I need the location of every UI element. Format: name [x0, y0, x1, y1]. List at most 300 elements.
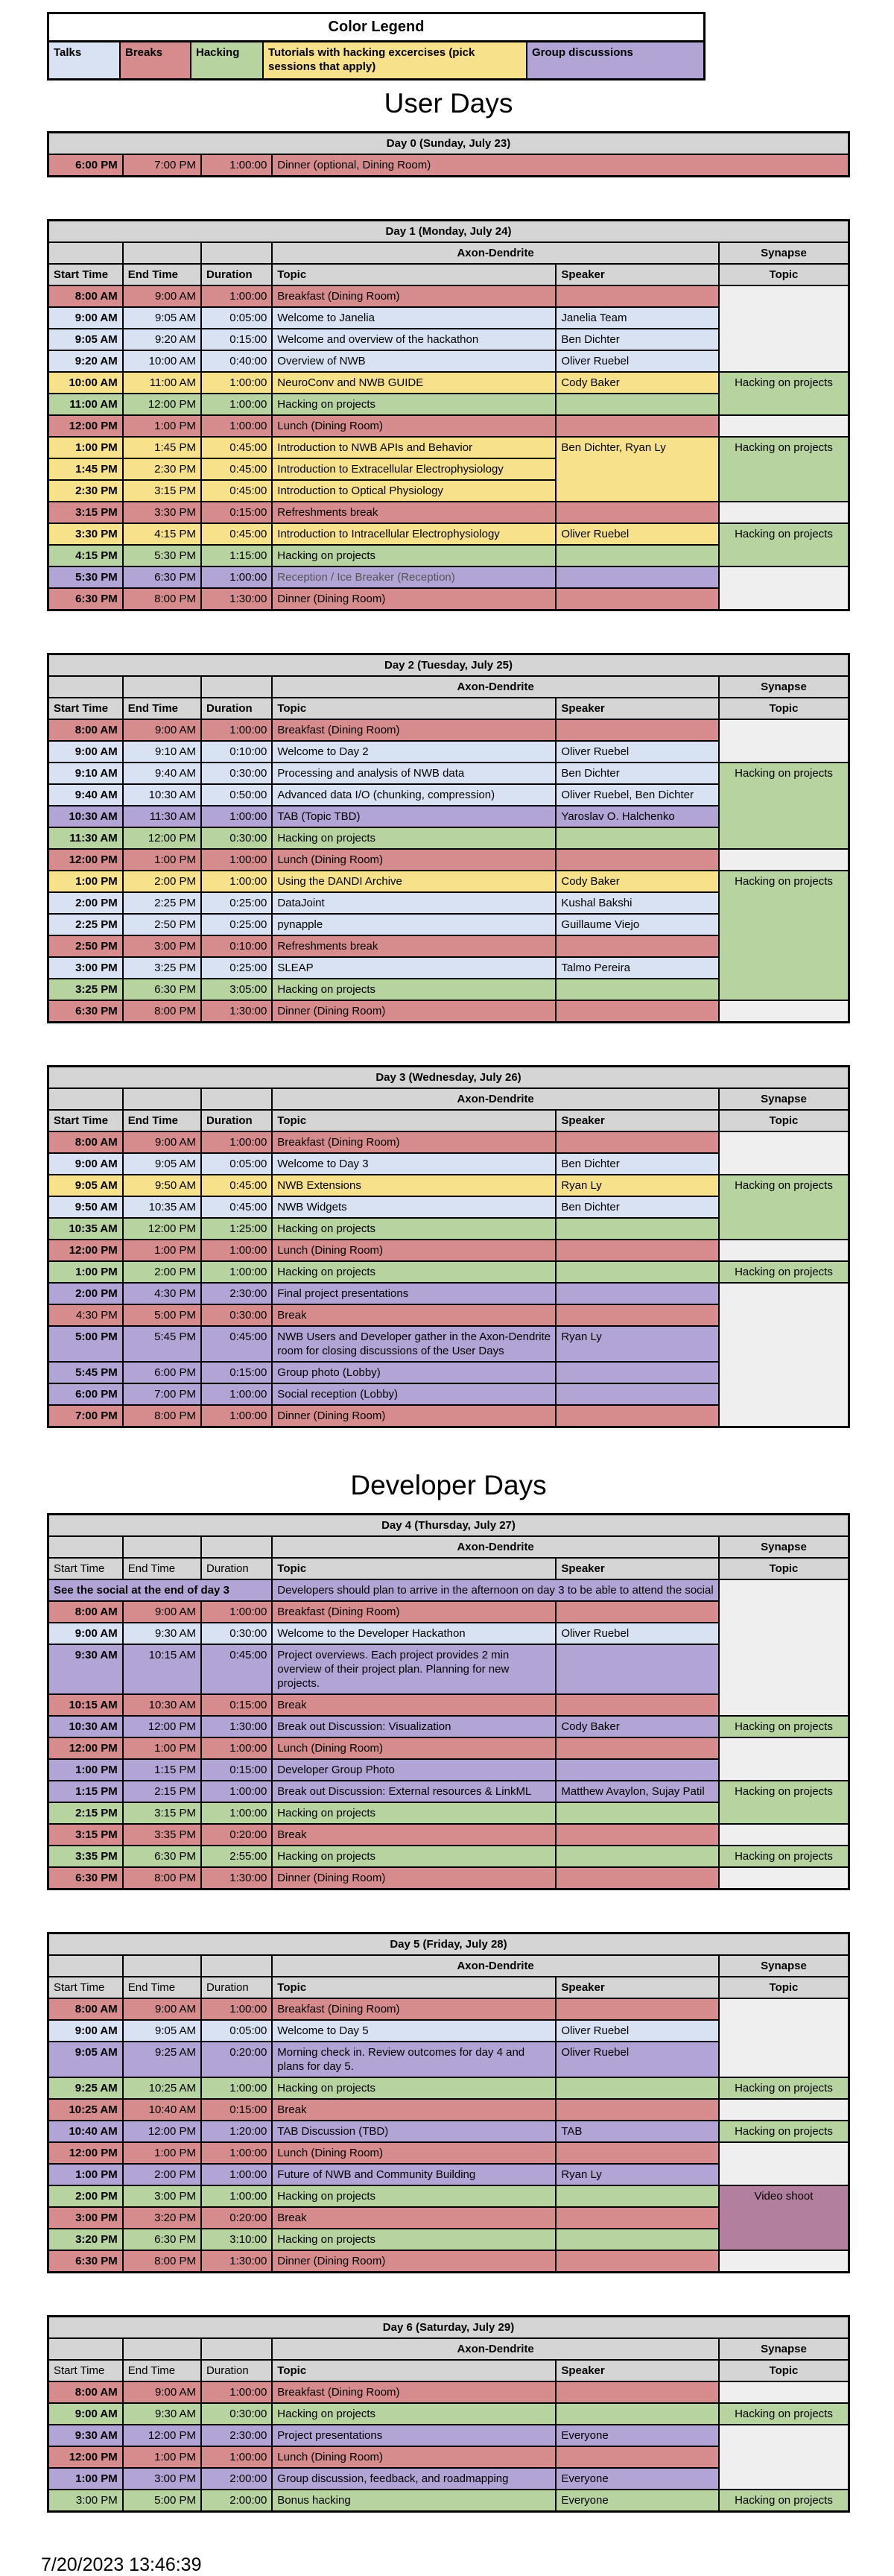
- topic-cell: Dinner (Dining Room): [272, 1405, 556, 1427]
- end-time-cell: 9:50 AM: [123, 1175, 201, 1196]
- start-time-cell: 12:00 PM: [48, 415, 123, 437]
- start-time-cell: 3:35 PM: [48, 1846, 123, 1867]
- end-time-cell: 12:00 PM: [123, 394, 201, 415]
- schedule-row: [48, 437, 849, 458]
- end-time-cell: 9:05 AM: [123, 2020, 201, 2042]
- start-time-cell: 1:00 PM: [48, 1759, 123, 1781]
- synapse-topic-cell: Hacking on projects: [719, 437, 849, 502]
- end-time-cell: 3:00 PM: [123, 2468, 201, 2490]
- duration-cell: 1:00:00: [201, 849, 272, 871]
- topic-cell: Welcome to Janelia: [272, 307, 556, 329]
- duration-cell: 2:30:00: [201, 1283, 272, 1304]
- start-time-cell: 7:00 PM: [48, 1405, 123, 1427]
- speaker-column-header: Speaker: [556, 1110, 719, 1131]
- speaker-cell: [556, 1601, 719, 1623]
- start-time-cell: 3:30 PM: [48, 523, 123, 545]
- topic-cell: Group discussion, feedback, and roadmapping: [272, 2468, 556, 2490]
- end-time-cell: 3:15 PM: [123, 480, 201, 502]
- synapse-empty-cell: [719, 719, 849, 763]
- end-time-cell: 9:30 AM: [123, 1623, 201, 1644]
- day-table: [47, 653, 850, 1023]
- start-time-cell: 9:25 AM: [48, 2077, 123, 2099]
- speaker-cell: [556, 1694, 719, 1716]
- speaker-cell: [556, 1383, 719, 1405]
- start-time-cell: 10:25 AM: [48, 2099, 123, 2121]
- topic-cell: Lunch (Dining Room): [272, 849, 556, 871]
- topic-cell: Introduction to Extracellular Electrophysiology: [272, 458, 556, 480]
- speaker-cell: [556, 502, 719, 523]
- synapse-header: Synapse: [719, 676, 849, 698]
- duration-cell: 0:30:00: [201, 1304, 272, 1326]
- topic-column-header: Topic: [272, 264, 556, 285]
- header-spacer-cell: [201, 1088, 272, 1110]
- end-time-cell: 12:00 PM: [123, 827, 201, 849]
- duration-cell: 0:45:00: [201, 1326, 272, 1362]
- duration-cell: 0:45:00: [201, 523, 272, 545]
- end-time-cell: 7:00 PM: [123, 1383, 201, 1405]
- speaker-cell: TAB: [556, 2121, 719, 2142]
- duration-cell: 2:00:00: [201, 2490, 272, 2512]
- duration-column-header: Duration: [201, 264, 272, 285]
- duration-cell: 1:00:00: [201, 2164, 272, 2185]
- speaker-cell: [556, 545, 719, 566]
- speaker-cell: Oliver Ruebel: [556, 523, 719, 545]
- topic-cell: NWB Users and Developer gather in the Axon-Dendrite room for closing discussions of the User Days: [272, 1326, 556, 1362]
- speaker-cell: [556, 1283, 719, 1304]
- topic-cell: Hacking on projects: [272, 1218, 556, 1240]
- room-header: Axon-Dendrite: [272, 1955, 719, 1977]
- start-time-cell: 1:15 PM: [48, 1781, 123, 1802]
- synapse-empty-cell: [719, 1131, 849, 1175]
- topic-cell: Lunch (Dining Room): [272, 415, 556, 437]
- topic-cell: Break: [272, 1694, 556, 1716]
- end-time-cell: 1:45 PM: [123, 437, 201, 458]
- header-spacer-cell: [201, 1955, 272, 1977]
- schedule-row: [48, 1131, 849, 1153]
- topic-cell: Developer Group Photo: [272, 1759, 556, 1781]
- start-time-cell: 4:30 PM: [48, 1304, 123, 1326]
- speaker-cell: Oliver Ruebel: [556, 350, 719, 372]
- start-time-cell: 8:00 AM: [48, 285, 123, 307]
- duration-cell: 0:50:00: [201, 784, 272, 806]
- speaker-cell: [556, 1802, 719, 1824]
- duration-cell: 0:10:00: [201, 935, 272, 957]
- start-time-cell: 9:00 AM: [48, 307, 123, 329]
- topic-cell: Advanced data I/O (chunking, compression): [272, 784, 556, 806]
- topic-cell: Hacking on projects: [272, 2077, 556, 2099]
- duration-column-header: Duration: [201, 1558, 272, 1579]
- speaker-cell: Everyone: [556, 2490, 719, 2512]
- speaker-cell: Ben Dichter, Ryan Ly: [556, 437, 719, 502]
- note-topic-cell: Developers should plan to arrive in the afternoon on day 3 to be able to attend the social: [272, 1579, 719, 1601]
- topic-column-header: Topic: [272, 1977, 556, 1998]
- topic-cell: Welcome to Day 3: [272, 1153, 556, 1175]
- topic-cell: NeuroConv and NWB GUIDE: [272, 372, 556, 394]
- end-time-cell: 8:00 PM: [123, 2250, 201, 2273]
- legend-item-hacking: Hacking: [191, 42, 264, 78]
- schedule-row: [48, 763, 849, 784]
- speaker-cell: [556, 2185, 719, 2207]
- speaker-cell: [556, 2250, 719, 2273]
- duration-cell: 0:05:00: [201, 1153, 272, 1175]
- duration-cell: 0:15:00: [201, 2099, 272, 2121]
- speaker-cell: Cody Baker: [556, 871, 719, 892]
- synapse-empty-cell: [719, 1867, 849, 1890]
- start-time-cell: 10:15 AM: [48, 1694, 123, 1716]
- schedule-row: [48, 2425, 849, 2446]
- schedule-row: [48, 871, 849, 892]
- schedule-row: [48, 1261, 849, 1283]
- synapse-header: Synapse: [719, 1536, 849, 1558]
- speaker-column-header: Speaker: [556, 264, 719, 285]
- end-time-cell: 8:00 PM: [123, 1000, 201, 1023]
- topic-cell: Break: [272, 1824, 556, 1846]
- day-table: [47, 131, 850, 177]
- schedule-row: [48, 415, 849, 437]
- schedule-row: [48, 2250, 849, 2273]
- section-title: User Days: [384, 88, 513, 119]
- end-time-cell: 1:00 PM: [123, 849, 201, 871]
- duration-cell: 1:30:00: [201, 588, 272, 610]
- speaker-cell: Oliver Ruebel: [556, 741, 719, 763]
- header-spacer-cell: [48, 1088, 123, 1110]
- end-time-cell: 6:30 PM: [123, 1846, 201, 1867]
- schedule-row: [48, 719, 849, 741]
- start-time-cell: 1:00 PM: [48, 1261, 123, 1283]
- topic-cell: Final project presentations: [272, 1283, 556, 1304]
- day-title: Day 2 (Tuesday, July 25): [48, 654, 849, 677]
- duration-cell: 2:00:00: [201, 2468, 272, 2490]
- end-time-cell: 5:45 PM: [123, 1326, 201, 1362]
- topic-column-header: Topic: [272, 1110, 556, 1131]
- topic-cell: Using the DANDI Archive: [272, 871, 556, 892]
- schedule-row: [48, 566, 849, 588]
- synapse-header: Synapse: [719, 2338, 849, 2360]
- start-time-cell: 5:00 PM: [48, 1326, 123, 1362]
- synapse-topic-cell: Hacking on projects: [719, 871, 849, 1000]
- end-time-column-header: End Time: [123, 1977, 201, 1998]
- duration-cell: 0:30:00: [201, 2403, 272, 2425]
- schedule-row: [48, 1998, 849, 2020]
- synapse-topic-column-header: Topic: [719, 2360, 849, 2381]
- duration-cell: 1:00:00: [201, 2077, 272, 2099]
- synapse-empty-cell: [719, 2425, 849, 2490]
- end-time-cell: 9:20 AM: [123, 329, 201, 350]
- end-time-cell: 2:30 PM: [123, 458, 201, 480]
- room-header: Axon-Dendrite: [272, 676, 719, 698]
- synapse-topic-column-header: Topic: [719, 1110, 849, 1131]
- duration-cell: 1:00:00: [201, 1737, 272, 1759]
- schedule-row: [48, 2381, 849, 2403]
- schedule-row: [48, 285, 849, 307]
- topic-column-header: Topic: [272, 1558, 556, 1579]
- start-time-cell: 3:25 PM: [48, 979, 123, 1000]
- speaker-cell: [556, 2229, 719, 2250]
- synapse-empty-cell: [719, 1240, 849, 1261]
- topic-cell: Project presentations: [272, 2425, 556, 2446]
- start-time-cell: 9:40 AM: [48, 784, 123, 806]
- header-spacer-cell: [123, 2338, 201, 2360]
- duration-cell: 0:15:00: [201, 1759, 272, 1781]
- synapse-empty-cell: [719, 1000, 849, 1023]
- end-time-column-header: End Time: [123, 1558, 201, 1579]
- topic-cell: Hacking on projects: [272, 1261, 556, 1283]
- topic-cell: Hacking on projects: [272, 545, 556, 566]
- duration-column-header: Duration: [201, 1110, 272, 1131]
- duration-cell: 2:55:00: [201, 1846, 272, 1867]
- header-spacer-cell: [48, 676, 123, 698]
- end-time-cell: 9:30 AM: [123, 2403, 201, 2425]
- synapse-empty-cell: [719, 2099, 849, 2121]
- topic-cell: Breakfast (Dining Room): [272, 1131, 556, 1153]
- start-time-cell: 9:00 AM: [48, 2020, 123, 2042]
- duration-cell: 1:00:00: [201, 1383, 272, 1405]
- end-time-cell: 2:00 PM: [123, 871, 201, 892]
- speaker-cell: [556, 2207, 719, 2229]
- end-time-column-header: End Time: [123, 698, 201, 719]
- topic-cell: Lunch (Dining Room): [272, 2446, 556, 2468]
- synapse-empty-cell: [719, 2381, 849, 2403]
- synapse-empty-cell: [719, 2250, 849, 2273]
- schedule-row: [48, 1000, 849, 1023]
- start-time-cell: 2:50 PM: [48, 935, 123, 957]
- end-time-cell: 8:00 PM: [123, 1867, 201, 1890]
- end-time-cell: 3:15 PM: [123, 1802, 201, 1824]
- duration-cell: 0:45:00: [201, 480, 272, 502]
- duration-cell: 0:25:00: [201, 892, 272, 914]
- topic-cell: Morning check in. Review outcomes for day 4 and plans for day 5.: [272, 2042, 556, 2077]
- schedule-row: [48, 1846, 849, 1867]
- synapse-topic-column-header: Topic: [719, 1558, 849, 1579]
- duration-cell: 1:00:00: [201, 566, 272, 588]
- topic-cell: pynapple: [272, 914, 556, 935]
- start-time-cell: 10:30 AM: [48, 806, 123, 827]
- end-time-cell: 10:30 AM: [123, 1694, 201, 1716]
- end-time-cell: 3:00 PM: [123, 935, 201, 957]
- topic-cell: Refreshments break: [272, 502, 556, 523]
- synapse-empty-cell: [719, 1283, 849, 1427]
- duration-cell: 1:00:00: [201, 372, 272, 394]
- day-title: Day 5 (Friday, July 28): [48, 1933, 849, 1956]
- end-time-cell: 11:30 AM: [123, 806, 201, 827]
- duration-cell: 0:15:00: [201, 1694, 272, 1716]
- start-time-cell: 8:00 AM: [48, 1601, 123, 1623]
- start-time-cell: 1:00 PM: [48, 2468, 123, 2490]
- end-time-cell: 9:00 AM: [123, 2381, 201, 2403]
- start-time-cell: 2:00 PM: [48, 2185, 123, 2207]
- speaker-cell: [556, 1240, 719, 1261]
- duration-cell: 1:00:00: [201, 719, 272, 741]
- end-time-cell: 10:35 AM: [123, 1196, 201, 1218]
- end-time-cell: 1:00 PM: [123, 1240, 201, 1261]
- section-title: Developer Days: [350, 1470, 547, 1500]
- topic-cell: Lunch (Dining Room): [272, 1240, 556, 1261]
- legend-item-discussions: Group discussions: [527, 42, 703, 78]
- schedule-row: [48, 1240, 849, 1261]
- day-title: Day 0 (Sunday, July 23): [48, 133, 849, 155]
- speaker-cell: Guillaume Viejo: [556, 914, 719, 935]
- speaker-cell: Everyone: [556, 2468, 719, 2490]
- end-time-cell: 5:00 PM: [123, 1304, 201, 1326]
- duration-cell: 1:00:00: [201, 1405, 272, 1427]
- synapse-topic-cell: Hacking on projects: [719, 2490, 849, 2512]
- end-time-cell: 1:00 PM: [123, 415, 201, 437]
- start-time-cell: 6:00 PM: [48, 154, 123, 177]
- speaker-cell: [556, 1759, 719, 1781]
- schedule-row: [48, 1737, 849, 1759]
- speaker-cell: [556, 2381, 719, 2403]
- speaker-cell: Janelia Team: [556, 307, 719, 329]
- day-title: Day 1 (Monday, July 24): [48, 221, 849, 243]
- start-time-cell: 2:25 PM: [48, 914, 123, 935]
- start-time-column-header: Start Time: [48, 1977, 123, 1998]
- schedule-row: [48, 154, 849, 177]
- synapse-topic-column-header: Topic: [719, 698, 849, 719]
- start-time-cell: 9:05 AM: [48, 329, 123, 350]
- synapse-topic-cell: Hacking on projects: [719, 2077, 849, 2099]
- end-time-cell: 2:00 PM: [123, 2164, 201, 2185]
- end-time-cell: 1:00 PM: [123, 2142, 201, 2164]
- day-title: Day 3 (Wednesday, July 26): [48, 1067, 849, 1089]
- end-time-cell: 1:00 PM: [123, 2446, 201, 2468]
- duration-cell: 0:45:00: [201, 1644, 272, 1694]
- start-time-cell: 9:05 AM: [48, 1175, 123, 1196]
- topic-cell: Breakfast (Dining Room): [272, 1601, 556, 1623]
- schedule-row: [48, 1824, 849, 1846]
- synapse-empty-cell: [719, 1737, 849, 1781]
- header-spacer-cell: [123, 676, 201, 698]
- synapse-topic-cell: Hacking on projects: [719, 1261, 849, 1283]
- header-spacer-cell: [48, 2338, 123, 2360]
- end-time-cell: 6:30 PM: [123, 979, 201, 1000]
- duration-cell: 1:00:00: [201, 1261, 272, 1283]
- topic-cell: Lunch (Dining Room): [272, 2142, 556, 2164]
- speaker-cell: Matthew Avaylon, Sujay Patil: [556, 1781, 719, 1802]
- start-time-cell: 8:00 AM: [48, 719, 123, 741]
- duration-column-header: Duration: [201, 2360, 272, 2381]
- duration-cell: 0:45:00: [201, 437, 272, 458]
- start-time-cell: 12:00 PM: [48, 1737, 123, 1759]
- synapse-header: Synapse: [719, 1955, 849, 1977]
- topic-cell: Introduction to Optical Physiology: [272, 480, 556, 502]
- start-time-cell: 10:00 AM: [48, 372, 123, 394]
- end-time-cell: 12:00 PM: [123, 1716, 201, 1737]
- start-time-cell: 2:15 PM: [48, 1802, 123, 1824]
- speaker-cell: [556, 1000, 719, 1023]
- start-time-cell: 9:00 AM: [48, 1153, 123, 1175]
- duration-cell: 0:15:00: [201, 329, 272, 350]
- duration-cell: 1:00:00: [201, 871, 272, 892]
- duration-column-header: Duration: [201, 698, 272, 719]
- topic-cell: SLEAP: [272, 957, 556, 979]
- topic-cell: Hacking on projects: [272, 2229, 556, 2250]
- duration-cell: 0:10:00: [201, 741, 272, 763]
- topic-cell: Hacking on projects: [272, 394, 556, 415]
- synapse-empty-cell: [719, 2142, 849, 2185]
- duration-cell: 0:45:00: [201, 1196, 272, 1218]
- start-time-cell: 4:15 PM: [48, 545, 123, 566]
- speaker-cell: Ryan Ly: [556, 1326, 719, 1362]
- duration-cell: 1:00:00: [201, 1781, 272, 1802]
- start-time-cell: 1:00 PM: [48, 437, 123, 458]
- duration-cell: 0:30:00: [201, 827, 272, 849]
- duration-cell: 1:00:00: [201, 154, 272, 177]
- end-time-cell: 9:40 AM: [123, 763, 201, 784]
- topic-cell: Lunch (Dining Room): [272, 1737, 556, 1759]
- start-time-column-header: Start Time: [48, 2360, 123, 2381]
- speaker-cell: [556, 935, 719, 957]
- topic-cell: Break out Discussion: External resources & LinkML: [272, 1781, 556, 1802]
- start-time-cell: 11:30 AM: [48, 827, 123, 849]
- header-spacer-cell: [123, 1536, 201, 1558]
- duration-cell: 0:05:00: [201, 2020, 272, 2042]
- speaker-cell: [556, 2403, 719, 2425]
- start-time-cell: 3:20 PM: [48, 2229, 123, 2250]
- topic-cell: Welcome and overview of the hackathon: [272, 329, 556, 350]
- speaker-cell: Everyone: [556, 2425, 719, 2446]
- schedule-row: [48, 1175, 849, 1196]
- header-spacer-cell: [201, 2338, 272, 2360]
- speaker-cell: Ben Dichter: [556, 763, 719, 784]
- topic-cell: Hacking on projects: [272, 2403, 556, 2425]
- end-time-cell: 2:15 PM: [123, 1781, 201, 1802]
- start-time-cell: 6:30 PM: [48, 588, 123, 610]
- synapse-empty-cell: [719, 1824, 849, 1846]
- start-time-cell: 10:35 AM: [48, 1218, 123, 1240]
- topic-cell: DataJoint: [272, 892, 556, 914]
- legend-item-breaks: Breaks: [121, 42, 191, 78]
- speaker-cell: [556, 1261, 719, 1283]
- start-time-cell: 6:30 PM: [48, 2250, 123, 2273]
- topic-cell: Hacking on projects: [272, 1846, 556, 1867]
- synapse-topic-cell: Hacking on projects: [719, 763, 849, 849]
- speaker-cell: Ryan Ly: [556, 2164, 719, 2185]
- topic-cell: Social reception (Lobby): [272, 1383, 556, 1405]
- end-time-cell: 9:05 AM: [123, 307, 201, 329]
- duration-cell: 3:10:00: [201, 2229, 272, 2250]
- end-time-cell: 10:40 AM: [123, 2099, 201, 2121]
- duration-cell: 1:00:00: [201, 1802, 272, 1824]
- duration-cell: 1:30:00: [201, 1000, 272, 1023]
- speaker-cell: [556, 2142, 719, 2164]
- start-time-cell: 5:45 PM: [48, 1362, 123, 1383]
- synapse-empty-cell: [719, 415, 849, 437]
- speaker-cell: [556, 566, 719, 588]
- speaker-cell: [556, 979, 719, 1000]
- speaker-cell: Oliver Ruebel: [556, 1623, 719, 1644]
- start-time-cell: 3:15 PM: [48, 502, 123, 523]
- duration-cell: 1:30:00: [201, 1867, 272, 1890]
- start-time-cell: 2:30 PM: [48, 480, 123, 502]
- end-time-cell: 10:00 AM: [123, 350, 201, 372]
- end-time-cell: 3:30 PM: [123, 502, 201, 523]
- color-legend-title: Color Legend: [49, 14, 703, 42]
- topic-cell: Welcome to the Developer Hackathon: [272, 1623, 556, 1644]
- speaker-cell: [556, 827, 719, 849]
- duration-cell: 0:30:00: [201, 763, 272, 784]
- topic-cell: Welcome to Day 2: [272, 741, 556, 763]
- end-time-cell: 9:00 AM: [123, 1601, 201, 1623]
- end-time-cell: 12:00 PM: [123, 2425, 201, 2446]
- speaker-cell: [556, 1846, 719, 1867]
- room-header: Axon-Dendrite: [272, 2338, 719, 2360]
- end-time-column-header: End Time: [123, 264, 201, 285]
- duration-cell: 1:00:00: [201, 1131, 272, 1153]
- day-title: Day 4 (Thursday, July 27): [48, 1515, 849, 1537]
- start-time-column-header: Start Time: [48, 1110, 123, 1131]
- synapse-empty-cell: [719, 1579, 849, 1716]
- start-time-cell: 9:20 AM: [48, 350, 123, 372]
